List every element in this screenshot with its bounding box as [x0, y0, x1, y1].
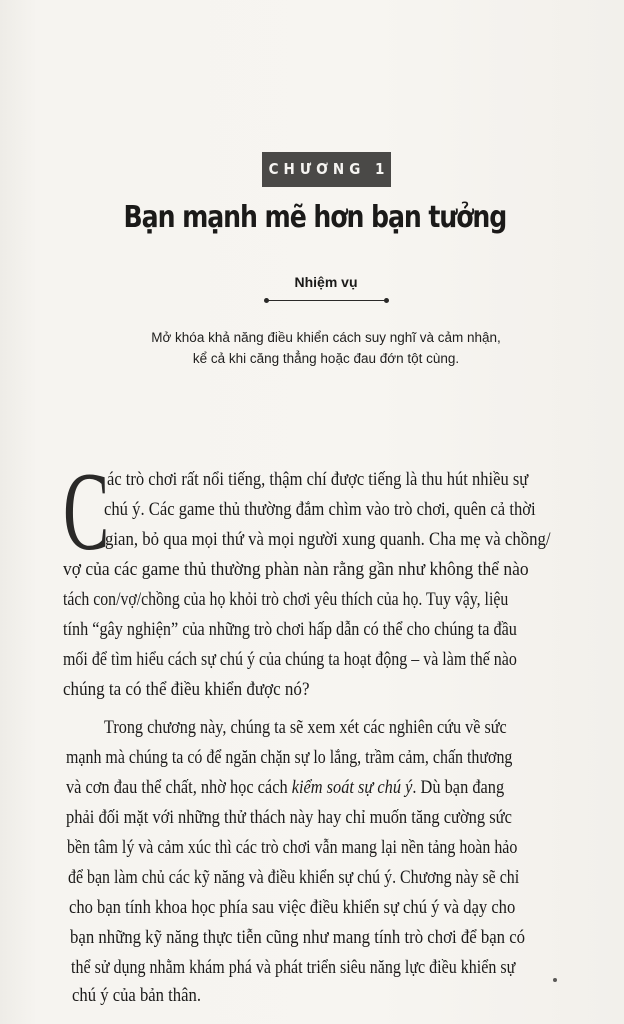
paragraph-2-line-8: bạn những kỹ năng thực tiễn cũng như mang tính trò chơi để bạn có [70, 928, 526, 948]
paragraph-1-line-8: chúng ta có thể điều khiển được nó? [63, 680, 310, 700]
paragraph-1-line-6: tính “gây nghiện” của những trò chơi hấp dẫn có thể cho chúng ta đầu [63, 620, 517, 640]
chapter-title: Bạn mạnh mẽ hơn bạn tưởng [123, 200, 507, 235]
paragraph-2-line-9: thể sử dụng nhằm khám phá và phát triển siêu năng lực điều khiển sự [71, 958, 516, 978]
mission-line-2: kể cả khi căng thẳng hoặc đau đớn tột cùng. [192, 351, 460, 366]
paragraph-2-line-6: để bạn làm chủ các kỹ năng và điều khiển sự chú ý. Chương này sẽ chỉ [68, 868, 520, 888]
paragraph-2-line-10: chú ý của bản thân. [72, 986, 201, 1006]
paragraph-2-line-3 [66, 778, 504, 799]
paragraph-2-line-3-start: và cơn đau thể chất, nhờ học cách [66, 778, 292, 798]
paragraph-1-line-1: ác trò chơi rất nổi tiếng, thậm chí được tiếng là thu hút nhiều sự [107, 470, 529, 490]
paragraph-1-line-7: mối để tìm hiểu cách sự chú ý của chúng ta hoạt động – và làm thế nào [63, 650, 517, 670]
chapter-badge: CHƯƠNG 1 [262, 152, 391, 187]
paragraph-2-line-5: bền tâm lý và cảm xúc thì các trò chơi vẫn mang lại nền tảng hoàn hảo [67, 838, 518, 858]
print-mark [553, 978, 557, 982]
divider-line [267, 300, 386, 301]
paragraph-2-line-2: mạnh mà chúng ta có để ngăn chặn sự lo lắng, trầm cảm, chấn thương [66, 748, 513, 768]
mission-label: Nhiệm vụ [294, 274, 358, 290]
paragraph-1-line-4: vợ của các game thủ thường phàn nàn rằng gần như không thể nào [63, 560, 529, 580]
paragraph-1-line-3: gian, bỏ qua mọi thứ và mọi người xung quanh. Cha mẹ và chồng/ [105, 530, 551, 550]
divider-dot-right [384, 298, 389, 303]
paragraph-2-line-1: Trong chương này, chúng ta sẽ xem xét các nghiên cứu về sức [104, 718, 507, 738]
paragraph-2-line-4: phải đối mặt với những thử thách này hay chỉ muốn tăng cường sức [66, 808, 512, 828]
mission-line-1: Mở khóa khả năng điều khiển cách suy nghĩ và cảm nhận, [151, 330, 501, 345]
mission-description [0, 327, 624, 369]
paragraph-1-line-5: tách con/vợ/chồng của họ khỏi trò chơi yêu thích của họ. Tuy vậy, liệu [63, 590, 509, 610]
paragraph-1-line-2: chú ý. Các game thủ thường đắm chìm vào trò chơi, quên cả thời [104, 500, 536, 520]
emphasis-attention-control: kiểm soát sự chú ý [291, 778, 413, 798]
ornamental-divider [264, 297, 389, 305]
drop-cap: C [63, 450, 110, 574]
paragraph-2-line-3-end: . Dù bạn đang [412, 778, 505, 798]
paragraph-2-line-7: cho bạn tính khoa học phía sau việc điều khiển sự chú ý và dạy cho [69, 898, 516, 918]
